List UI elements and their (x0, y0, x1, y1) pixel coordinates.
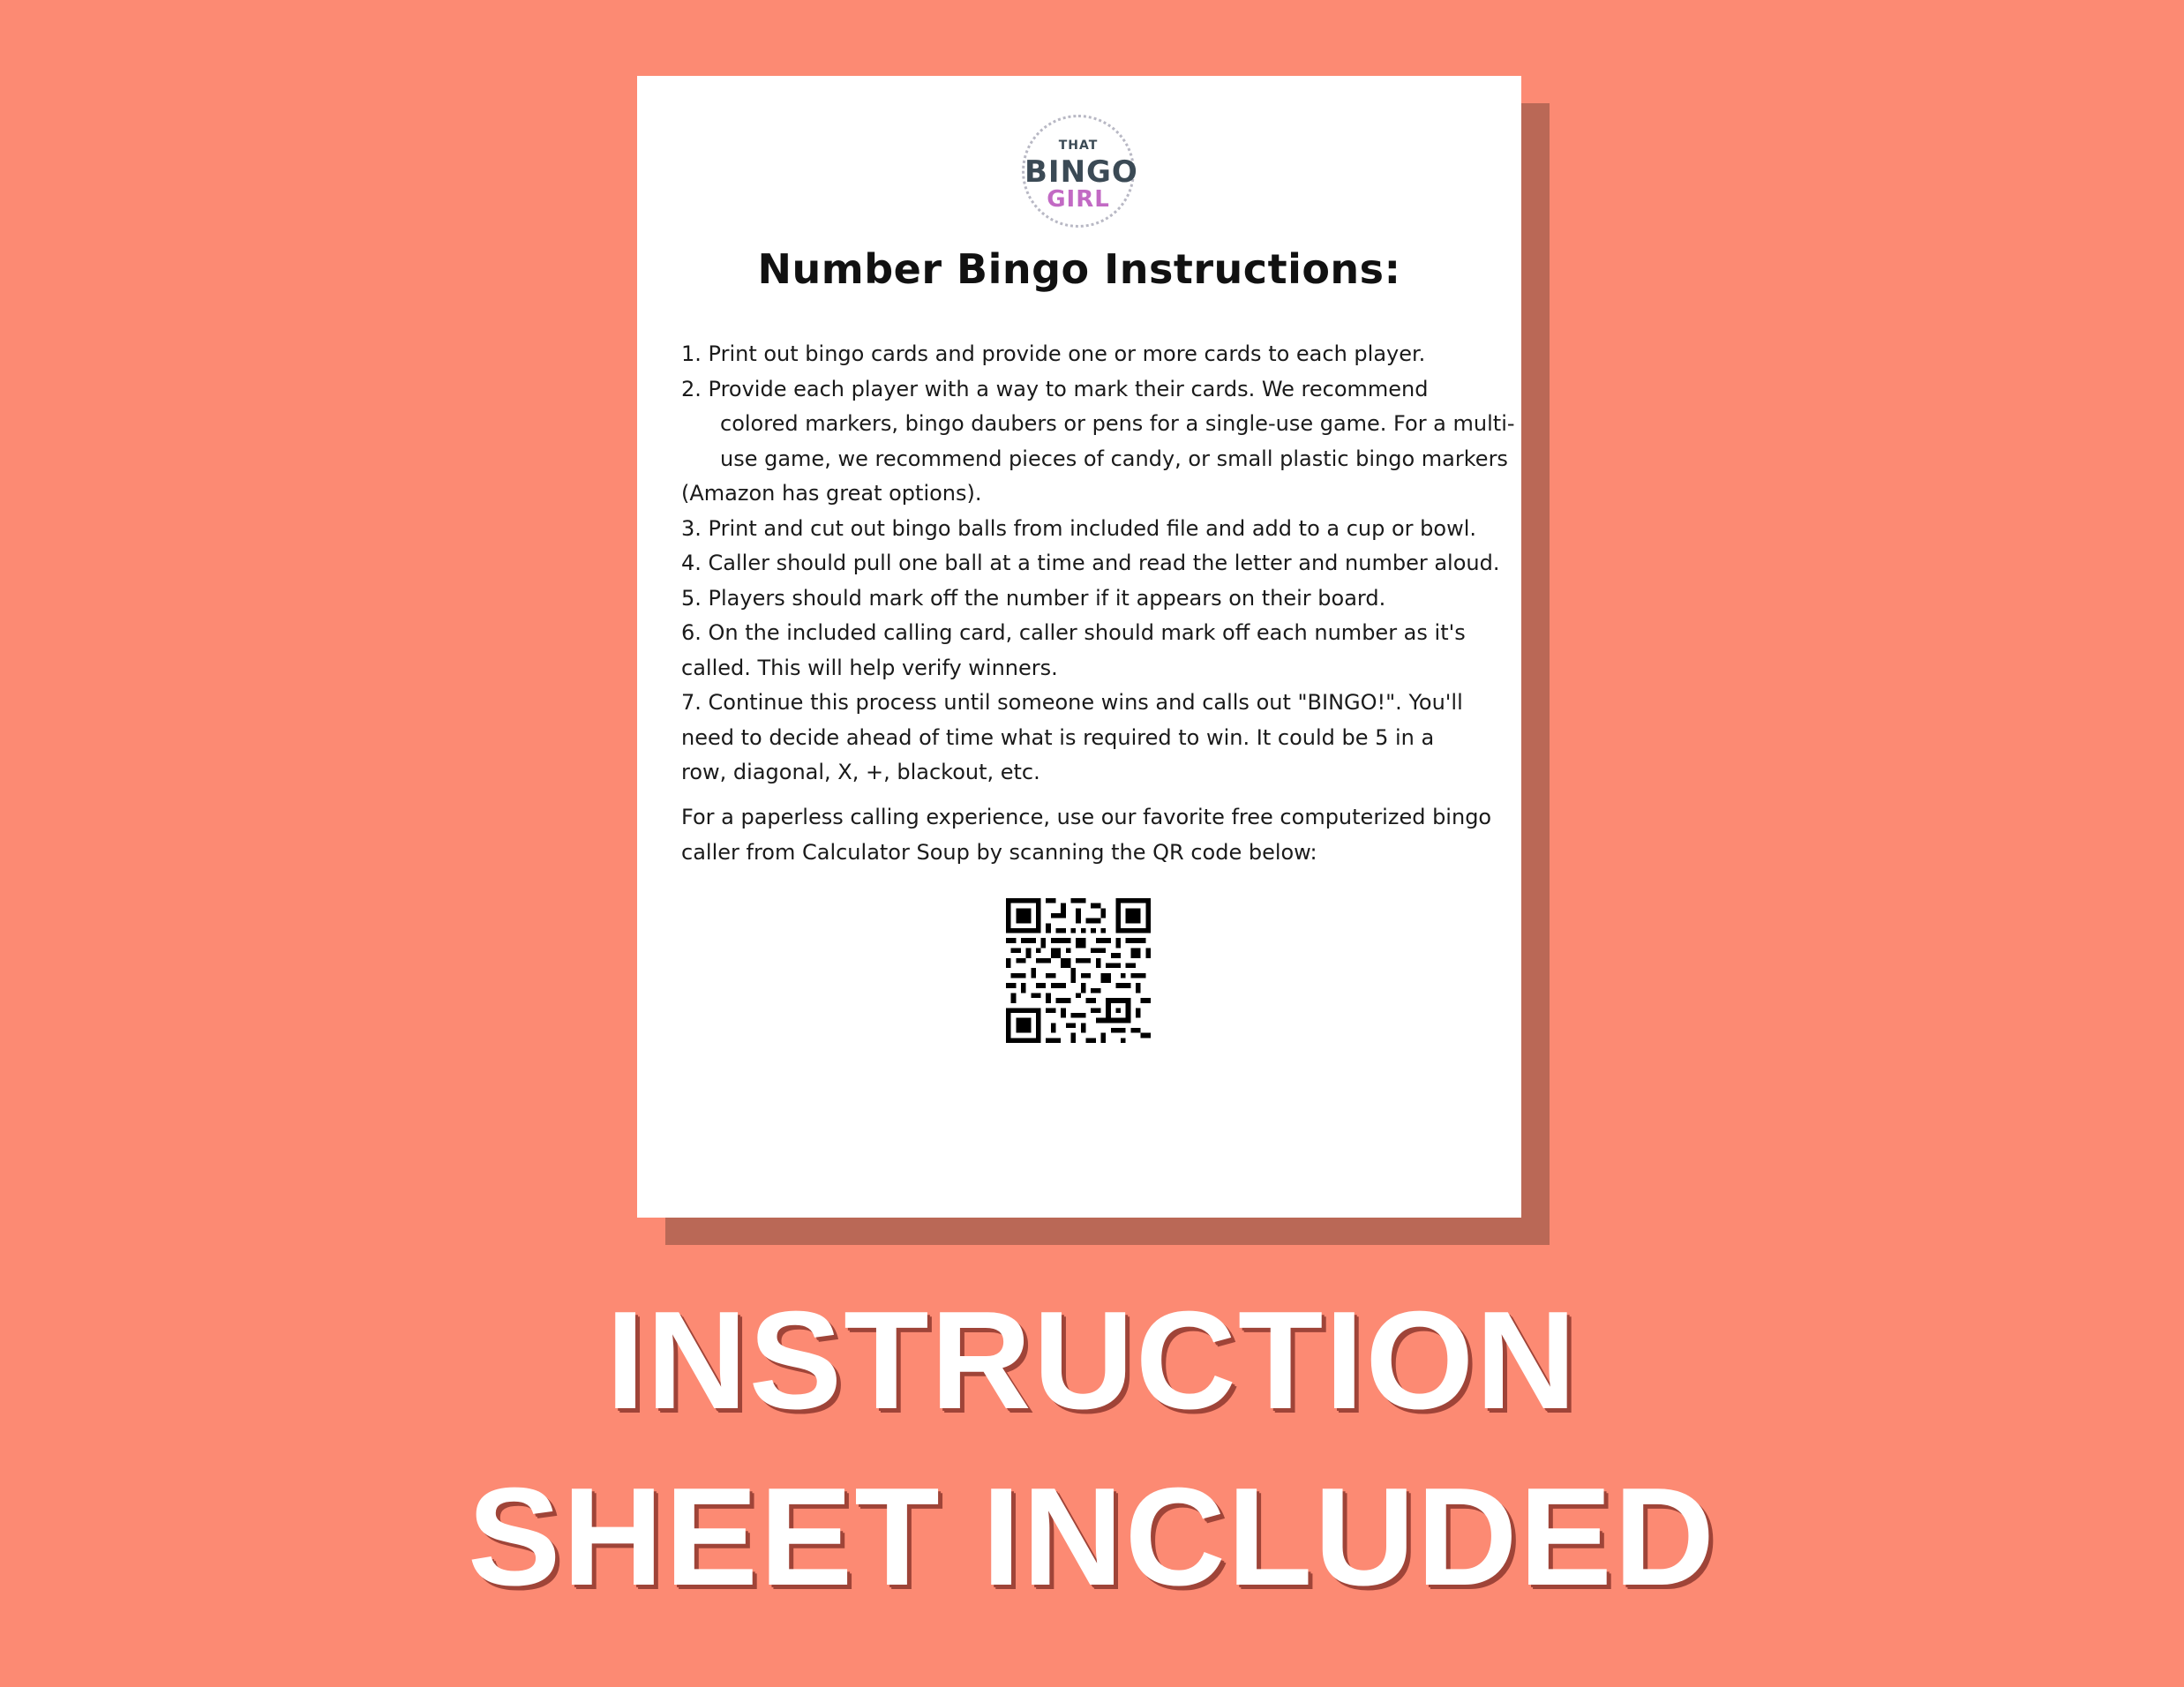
qr-code-icon (1006, 898, 1151, 1043)
paperless-note (681, 799, 1493, 870)
instruction-line: 2. Provide each player with a way to mark their cards. We recommend (681, 376, 1429, 401)
instruction-line: 3. Print and cut out bingo balls from included file and add to a cup or bowl. (681, 515, 1477, 541)
instruction-line: 4. Caller should pull one ball at a time and read the letter and number aloud. (681, 551, 1500, 575)
instruction-line: 5. Players should mark off the number if it appears on their board. (681, 585, 1386, 611)
instruction-line: 6. On the included calling card, caller should mark off each number as it's (681, 620, 1466, 645)
banner-line-1: INSTRUCTION (605, 1283, 1579, 1438)
instruction-line: colored markers, bingo daubers or pens for a single-use game. For a multi- (720, 411, 1515, 436)
that-bingo-girl-logo (1022, 115, 1138, 228)
instruction-line: use game, we recommend pieces of candy, or small plastic bingo markers (720, 446, 1508, 471)
instruction-line: need to decide ahead of time what is required to win. It could be 5 in a (681, 724, 1435, 750)
banner-line-2: SHEET INCLUDED (468, 1459, 1716, 1615)
instruction-line: called. This will help verify winners. (681, 655, 1058, 680)
instruction-list (681, 337, 1515, 791)
logo-text-girl: GIRL (1047, 186, 1110, 213)
paperless-note-line: caller from Calculator Soup by scanning the QR code below: (681, 840, 1317, 865)
instruction-line: 7. Continue this process until someone wins and calls out "BINGO!". You'll (681, 690, 1463, 715)
instruction-line: row, diagonal, X, +, blackout, etc. (681, 760, 1040, 784)
instruction-line: (Amazon has great options). (681, 481, 982, 506)
logo-text-bingo: BINGO (1024, 154, 1138, 190)
logo-text-that: THAT (1058, 139, 1099, 153)
instruction-sheet (637, 76, 1521, 1218)
paperless-note-line: For a paperless calling experience, use our favorite free computerized bingo (681, 805, 1492, 829)
instruction-line: 1. Print out bingo cards and provide one or more cards to each player. (681, 341, 1426, 366)
sheet-title: Number Bingo Instructions: (757, 245, 1401, 293)
